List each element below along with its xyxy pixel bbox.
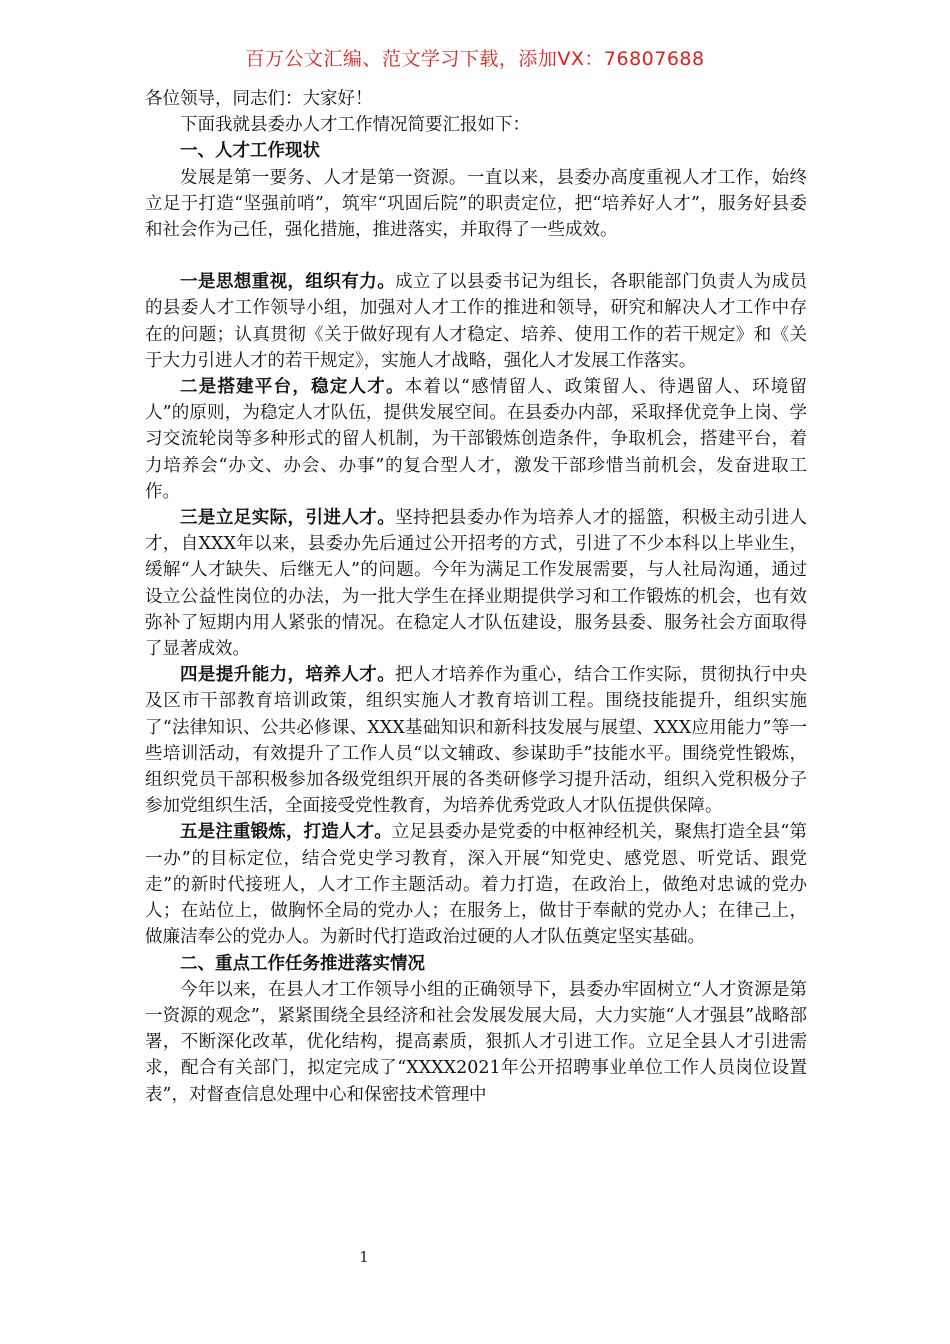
item-5-lead: 五是注重锻炼，打造人才。 xyxy=(180,822,392,843)
page-number: 1 xyxy=(359,1248,369,1266)
item-1-lead: 一是思想重视，组织有力。 xyxy=(180,272,396,293)
greeting: 各位领导，同志们：大家好！ xyxy=(145,89,373,109)
item-2-lead: 二是搭建平台，稳定人才。 xyxy=(180,377,405,398)
document-body xyxy=(145,86,807,1108)
item-3-lead: 三是立足实际，引进人才。 xyxy=(180,508,396,529)
item-5-paragraph xyxy=(145,819,807,950)
item-1-paragraph xyxy=(145,269,807,374)
item-5-body: 立足县委办是党委的中枢神经机关，聚焦打造全县“第一办”的目标定位，结合党史学习教育，深入开展“知党史、感党恩、听党话、跟党走”的新时代接班人，人才工作主题活动。着力打造，在政治上，做绝对忠诚的党办人；在站位上，做胸怀全局的党办人；在服务上，做甘于奉献的党办人；在律己上，做廉洁奉公的党办人。为新时代打造政治过硬的人才队伍奠定坚实基础。 xyxy=(145,822,807,948)
item-4-paragraph xyxy=(145,662,807,819)
item-3-paragraph xyxy=(145,505,807,662)
item-2-body: 本着以“感情留人、政策留人、待遇留人、环境留人”的原则，为稳定人才队伍，提供发展空间。在县委办内部，采取择优竞争上岗、学习交流轮岗等多种形式的留人机制，为干部锻炼创造条件，争取机会，搭建平台，着力培养会“办文、办会、办事”的复合型人才，激发干部珍惜当前机会，发奋进取工作。 xyxy=(145,377,807,502)
item-4-lead: 四是提升能力，培养人才。 xyxy=(180,665,396,686)
section-2-heading: 二、重点工作任务推进落实情况 xyxy=(180,953,425,974)
section-2-paragraph: 今年以来，在县人才工作领导小组的正确领导下，县委办牢固树立“人才资源是第一资源的观念”，紧紧围绕全县经济和社会发展发展大局，大力实施“人才强县”战略部署，不断深化改革，优化结构，提高素质，狠抓人才引进工作。立足全县人才引进需求，配合有关部门，拟定完成了“XXXX2021年公开招聘事业单位工作人员岗位设置表”，对督查信息处理中心和保密技术管理中 xyxy=(145,979,807,1105)
item-3-body: 坚持把县委办作为培养人才的摇篮，积极主动引进人才，自XXX年以来，县委办先后通过公开招考的方式，引进了不少本科以上毕业生，缓解“人才缺失、后继无人”的问题。今年为满足工作发展需要，与人社局沟通，通过设立公益性岗位的办法，为一批大学生在择业期提供学习和工作锻炼的机会，也有效弥补了短期内用人紧张的情况。在稳定人才队伍建设，服务县委、服务社会方面取得了显著成效。 xyxy=(145,508,808,660)
item-2-paragraph xyxy=(145,374,807,505)
download-watermark: 百万公文汇编、范文学习下载，添加VX：76807688 xyxy=(245,48,705,70)
item-1-body: 成立了以县委书记为组长，各职能部门负责人为成员的县委人才工作领导小组，加强对人才工作的推进和领导，研究和解决人才工作中存在的问题；认真贯彻《关于做好现有人才稳定、培养、使用工作的若干规定》和《关于大力引进人才的若干规定》，实施人才战略，强化人才发展工作落实。 xyxy=(145,272,808,371)
section-1-heading: 一、人才工作现状 xyxy=(180,141,320,162)
section-1-paragraph: 发展是第一要务、人才是第一资源。一直以来，县委办高度重视人才工作，始终立足于打造“坚强前哨”，筑牢“巩固后院”的职责定位，把“培养好人才”，服务好县委和社会作为己任，强化措施，推进落实，并取得了一些成效。 xyxy=(145,167,807,241)
item-4-body: 把人才培养作为重心，结合工作实际，贯彻执行中央及区市干部教育培训政策，组织实施人才教育培训工程。围绕技能提升，组织实施了“法律知识、公共必修课、XXX基础知识和新科技发展与展望、XXX应用能力”等一些培训活动，有效提升了工作人员“以文辅政、参谋助手”技能水平。围绕党性锻炼，组织党员干部积极参加各级党组织开展的各类研修学习提升活动，组织入党积极分子参加党组织生活，全面接受党性教育，为培养优秀党政人才队伍提供保障。 xyxy=(145,665,808,817)
intro-paragraph: 下面我就县委办人才工作情况简要汇报如下： xyxy=(180,115,530,136)
